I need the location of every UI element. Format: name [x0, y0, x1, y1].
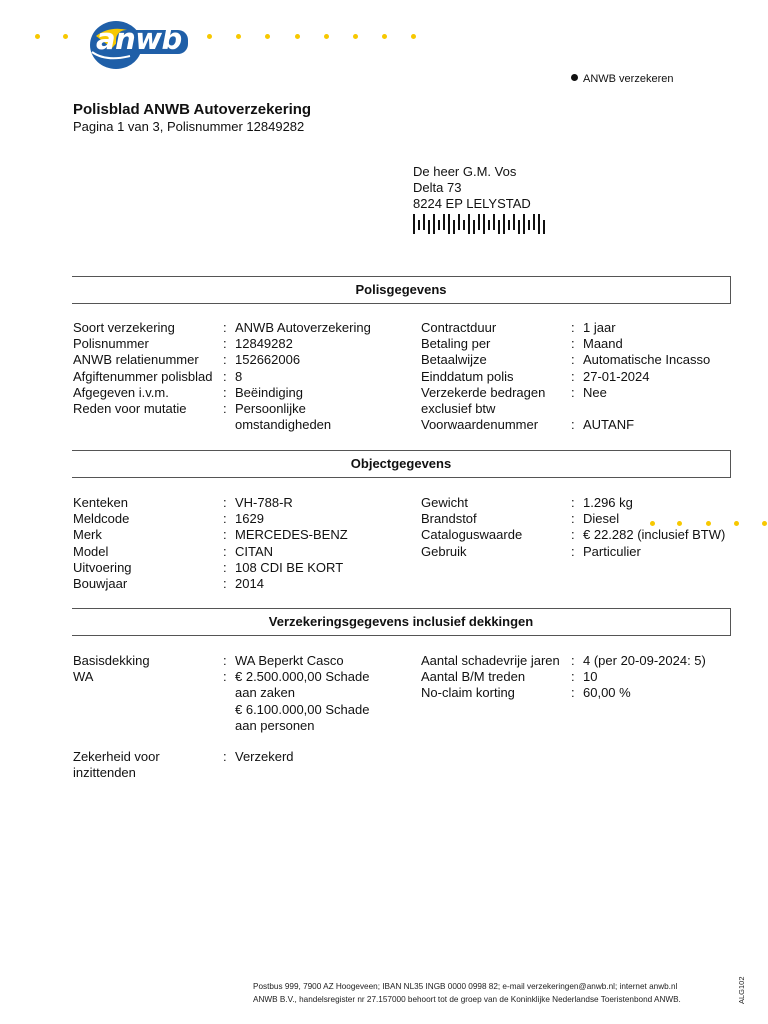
- field-value: VH-788-R: [235, 495, 293, 510]
- dot: [353, 34, 358, 39]
- polis-left-column: [73, 320, 371, 433]
- dot: [236, 34, 241, 39]
- field-label: Zekerheid voor: [73, 749, 160, 764]
- field-row: Soort verzekering : ANWB Autoverzekering: [73, 320, 371, 335]
- field-value: Nee: [583, 384, 607, 400]
- field-value: Maand: [583, 336, 623, 352]
- field-row: [73, 765, 294, 781]
- dot: [324, 34, 329, 39]
- zekerheid-block: [73, 749, 294, 781]
- field-value: 1.296 kg: [583, 495, 633, 510]
- address-line: Delta 73: [413, 180, 462, 195]
- section-header-verzekeringsgegevens: Verzekeringsgegevens inclusief dekkingen: [72, 608, 731, 636]
- postal-barcode-icon: [413, 214, 547, 234]
- field-row: Bouwjaar : 2014: [73, 576, 264, 592]
- field-value: 108 CDI BE KORT: [235, 559, 344, 575]
- field-label: Polisnummer: [73, 336, 149, 352]
- field-value: 60,00 %: [583, 685, 631, 701]
- recipient-address: [413, 164, 531, 212]
- field-value: 27-01-2024: [583, 368, 650, 384]
- field-value: 8: [235, 368, 243, 384]
- dot: [734, 521, 739, 526]
- field-value: ANWB Autoverzekering: [235, 320, 371, 335]
- field-label: Uitvoering: [73, 559, 132, 575]
- field-label: Bouwjaar: [73, 576, 128, 592]
- field-row: [73, 718, 369, 734]
- field-label: WA: [73, 669, 94, 685]
- field-row: Afgegeven i.v.m. : Beëindiging: [73, 384, 303, 400]
- field-label: Afgegeven i.v.m.: [73, 384, 169, 400]
- field-value: 152662006: [235, 352, 301, 368]
- field-row: [421, 401, 710, 417]
- field-row: Aantal B/M treden : 10: [421, 669, 598, 685]
- field-row: ANWB relatienummer : 152662006: [73, 352, 301, 368]
- field-value: aan zaken: [235, 685, 295, 701]
- field-row: [73, 702, 369, 718]
- logo-wordmark: anwb: [96, 22, 182, 56]
- field-row: Uitvoering : 108 CDI BE KORT: [73, 559, 344, 575]
- field-value: omstandigheden: [235, 417, 332, 433]
- field-label: exclusief btw: [421, 401, 496, 417]
- field-value: 1629: [235, 511, 264, 527]
- address-line: 8224 EP LELYSTAD: [413, 196, 531, 211]
- footer-line: ANWB B.V., handelsregister nr 27.157000 behoort tot de groep van de Koninklijke Nederlandse Toeristenbond ANWB.: [253, 995, 681, 1004]
- field-label: Contractduur: [421, 320, 497, 335]
- field-row: Einddatum polis : 27-01-2024: [421, 368, 650, 384]
- dot: [650, 521, 655, 526]
- field-row: Merk : MERCEDES-BENZ: [73, 527, 348, 543]
- field-label: Kenteken: [73, 495, 128, 510]
- field-value: Verzekerd: [235, 749, 294, 764]
- field-label: Reden voor mutatie: [73, 401, 187, 417]
- field-row: Basisdekking : WA Beperkt Casco: [73, 653, 344, 668]
- brand-label-text: ANWB verzekeren: [583, 73, 674, 85]
- dot: [706, 521, 711, 526]
- field-row: Betaling per : Maand: [421, 336, 623, 352]
- field-label: Aantal schadevrije jaren: [421, 653, 560, 668]
- dot: [207, 34, 212, 39]
- bullet-icon: [571, 74, 578, 81]
- field-value: WA Beperkt Casco: [235, 653, 344, 668]
- field-row: Gewicht : 1.296 kg: [421, 495, 633, 510]
- footer-line: Postbus 999, 7900 AZ Hoogeveen; IBAN NL35 INGB 0000 0998 82; e-mail verzekeringen@anwb.nl; internet anwb.nl: [253, 982, 678, 991]
- field-label: Meldcode: [73, 511, 130, 527]
- field-value: Diesel: [583, 511, 620, 527]
- field-label: Merk: [73, 527, 102, 543]
- dekking-left-column: [73, 653, 369, 734]
- field-value: 12849282: [235, 336, 293, 352]
- field-row: Aantal schadevrije jaren : 4 (per 20-09-2024: 5): [421, 653, 706, 668]
- polis-right-column: [421, 320, 710, 433]
- object-right-column: [421, 495, 725, 560]
- field-row: Brandstof : Diesel: [421, 511, 620, 527]
- field-row: Reden voor mutatie : Persoonlijke: [73, 401, 306, 417]
- dot: [677, 521, 682, 526]
- field-label: Gewicht: [421, 495, 468, 510]
- field-label: No-claim korting: [421, 685, 515, 701]
- field-label: Cataloguswaarde: [421, 527, 523, 543]
- field-value: aan personen: [235, 717, 315, 733]
- field-label: Aantal B/M treden: [421, 669, 526, 685]
- field-row: Model : CITAN: [73, 543, 274, 559]
- dot: [762, 521, 767, 526]
- section-header-polisgegevens: Polisgegevens: [72, 276, 731, 304]
- field-value: 4 (per 20-09-2024: 5): [583, 653, 706, 668]
- dot: [35, 34, 40, 39]
- field-label: Afgiftenummer polisblad: [73, 368, 213, 384]
- field-value: € 22.282 (inclusief BTW): [583, 527, 726, 543]
- field-row: Contractduur : 1 jaar: [421, 320, 616, 335]
- field-label: Brandstof: [421, 511, 477, 527]
- decorative-dot-line-side: [650, 521, 768, 527]
- address-line: De heer G.M. Vos: [413, 164, 517, 179]
- document-subtitle: Pagina 1 van 3, Polisnummer 12849282: [73, 119, 305, 134]
- dekking-right-column: [421, 653, 706, 702]
- section-header-objectgegevens: Objectgegevens: [72, 450, 731, 478]
- field-value: 2014: [235, 576, 264, 592]
- form-code: ALG102: [737, 976, 746, 1004]
- field-value: Beëindiging: [235, 384, 303, 400]
- field-value: 10: [583, 669, 598, 685]
- field-label: Soort verzekering: [73, 320, 175, 335]
- field-row: [73, 685, 369, 701]
- dot: [63, 34, 68, 39]
- field-value: MERCEDES-BENZ: [235, 527, 348, 543]
- field-label: inzittenden: [73, 765, 136, 781]
- field-value: Automatische Incasso: [583, 352, 711, 368]
- field-row: Kenteken : VH-788-R: [73, 495, 293, 510]
- dot: [382, 34, 387, 39]
- field-row: Cataloguswaarde : € 22.282 (inclusief BTW): [421, 527, 726, 543]
- field-value: AUTANF: [583, 417, 635, 433]
- field-label: Model: [73, 543, 109, 559]
- field-value: Persoonlijke: [235, 401, 306, 417]
- field-value: 1 jaar: [583, 320, 616, 335]
- field-row: No-claim korting : 60,00 %: [421, 685, 631, 701]
- field-row: Betaalwijze : Automatische Incasso: [421, 352, 711, 368]
- field-row: Afgiftenummer polisblad : 8: [73, 368, 243, 384]
- field-row: Zekerheid voor : Verzekerd: [73, 749, 294, 764]
- field-value: € 2.500.000,00 Schade: [235, 669, 370, 685]
- field-label: ANWB relatienummer: [73, 352, 199, 368]
- field-value: € 6.100.000,00 Schade: [235, 701, 370, 717]
- field-label: Verzekerde bedragen: [421, 384, 546, 400]
- field-label: Betaalwijze: [421, 352, 487, 368]
- field-label: Basisdekking: [73, 653, 150, 668]
- footer: [253, 980, 681, 1006]
- field-row: Meldcode : 1629: [73, 511, 264, 527]
- object-left-column: [73, 495, 348, 592]
- field-row: WA : € 2.500.000,00 Schade: [73, 669, 370, 685]
- field-label: Einddatum polis: [421, 368, 514, 384]
- field-row: Gebruik : Particulier: [421, 543, 641, 559]
- field-row: Verzekerde bedragen : Nee: [421, 384, 607, 400]
- dot: [265, 34, 270, 39]
- field-row: Polisnummer : 12849282: [73, 336, 293, 352]
- field-label: Voorwaardenummer: [421, 417, 539, 433]
- document-title: Polisblad ANWB Autoverzekering: [73, 101, 312, 118]
- field-row: Voorwaardenummer : AUTANF: [421, 417, 635, 433]
- brand-label: [571, 73, 673, 85]
- dot: [411, 34, 416, 39]
- field-value: Particulier: [583, 543, 641, 559]
- field-label: Betaling per: [421, 336, 491, 352]
- field-row: [73, 417, 371, 433]
- dot: [295, 34, 300, 39]
- field-label: Gebruik: [421, 543, 467, 559]
- field-value: CITAN: [235, 543, 274, 559]
